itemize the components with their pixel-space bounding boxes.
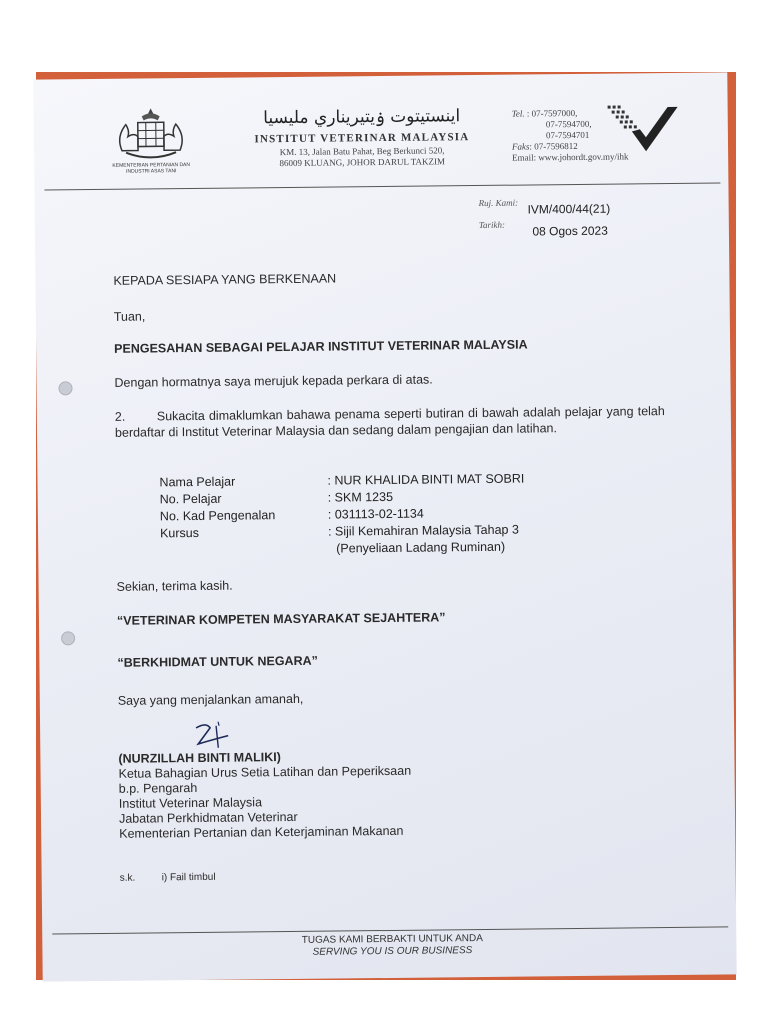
tel-number: 07-7594700,	[545, 118, 592, 130]
footer-malay: TUGAS KAMI BERBAKTI UNTUK ANDA	[301, 932, 483, 946]
carbon-copy	[120, 865, 670, 887]
institute-address	[242, 145, 482, 170]
sign-intro: Saya yang menjalankan amanah,	[117, 691, 304, 708]
detail-value: (Penyeliaan Ladang Ruminan)	[336, 539, 506, 556]
ref-value: IVM/400/44(21)	[527, 201, 611, 217]
date-label: Tarikh:	[478, 219, 506, 231]
signatory-line: Institut Veterinar Malaysia	[118, 795, 263, 811]
detail-value: : Sijil Kemahiran Malaysia Tahap 3	[327, 522, 519, 539]
header-divider	[44, 182, 720, 190]
address-line: 86009 KLUANG, JOHOR DARUL TAKZIM	[279, 156, 445, 169]
ref-label: Ruj. Kami:	[478, 197, 519, 209]
detail-label: No. Pelajar	[159, 491, 222, 507]
institute-name: INSTITUT VETERINAR MALAYSIA	[254, 131, 470, 146]
paragraph-2-text: Sukacita dimaklumkan bahawa penama seperti butiran di bawah adalah pelajar yang telah berdaftar di Institut Veterinar Malaysia dan sedang dalam pengajian dan latihan.	[114, 404, 665, 440]
detail-label: Kursus	[159, 525, 200, 541]
detail-value: : SKM 1235	[327, 489, 394, 505]
signatory-title	[118, 761, 669, 842]
signatory-line: Kementerian Pertanian dan Keterjaminan Makanan	[119, 823, 404, 841]
tel-number: 07-7594701	[545, 129, 590, 141]
department-logo-icon	[606, 101, 681, 154]
punch-hole	[58, 381, 72, 395]
signatory-line: Ketua Bahagian Urus Setia Latihan dan Peperiksaan	[118, 763, 412, 781]
email-label: Email	[512, 152, 534, 163]
signatory-line: b.p. Pengarah	[118, 780, 198, 796]
paragraph-2	[115, 403, 665, 441]
detail-label: No. Kad Pengenalan	[159, 508, 276, 524]
detail-label	[160, 541, 328, 560]
tel-label: Tel.	[511, 108, 525, 119]
letter-subject: PENGESAHAN SEBAGAI PELAJAR INSTITUT VETERINAR MALAYSIA	[114, 337, 528, 356]
signature-icon	[190, 720, 240, 753]
closing: Sekian, terima kasih.	[116, 578, 233, 594]
student-details	[159, 471, 525, 560]
address-line: KM. 13, Jalan Batu Pahat, Beg Berkunci 520,	[279, 145, 445, 158]
malaysia-crest-icon	[112, 106, 191, 169]
detail-value: : 031113-02-1134	[327, 506, 424, 522]
email-address: : www.johordt.gov.my/ihk	[533, 151, 629, 163]
ministry-caption: KEMENTERIAN PERTANIAN DAN INDUSTRI ASAS TANI	[112, 162, 191, 175]
signatory-line: Jabatan Perkhidmatan Veterinar	[118, 809, 298, 826]
reference-block	[478, 194, 611, 239]
fax-label: Faks	[511, 141, 530, 152]
footer-english: SERVING YOU IS OUR BUSINESS	[312, 945, 473, 958]
cc-label: s.k.	[119, 872, 136, 884]
paragraph-number: 2.	[114, 409, 126, 424]
letter-page	[33, 72, 736, 981]
detail-value: : NUR KHALIDA BINTI MAT SOBRI	[327, 471, 525, 488]
motto-1: “VETERINAR KOMPETEN MASYARAKAT SEJAHTERA”	[116, 610, 446, 628]
signatory-name: (NURZILLAH BINTI MALIKI)	[118, 750, 281, 766]
fax-number: : 07-7596812	[529, 140, 578, 152]
date-value: 08 Ogos 2023	[532, 223, 608, 239]
institute-name-jawi: اينستيتوت ۏيتيريناري مليسيا	[263, 106, 461, 129]
detail-label: Nama Pelajar	[159, 474, 236, 490]
detail-row	[160, 539, 525, 560]
recipient: KEPADA SESIAPA YANG BERKENAAN	[113, 271, 337, 288]
motto-2: “BERKHIDMAT UNTUK NEGARA”	[117, 653, 318, 670]
tel-number: : 07-7597000,	[526, 107, 578, 119]
salutation: Tuan,	[113, 309, 146, 324]
footer	[242, 932, 542, 959]
punch-hole	[61, 631, 75, 645]
paragraph-1: Dengan hormatnya saya merujuk kepada perkara di atas.	[114, 372, 433, 390]
cc-value: i) Fail timbul	[161, 871, 216, 884]
